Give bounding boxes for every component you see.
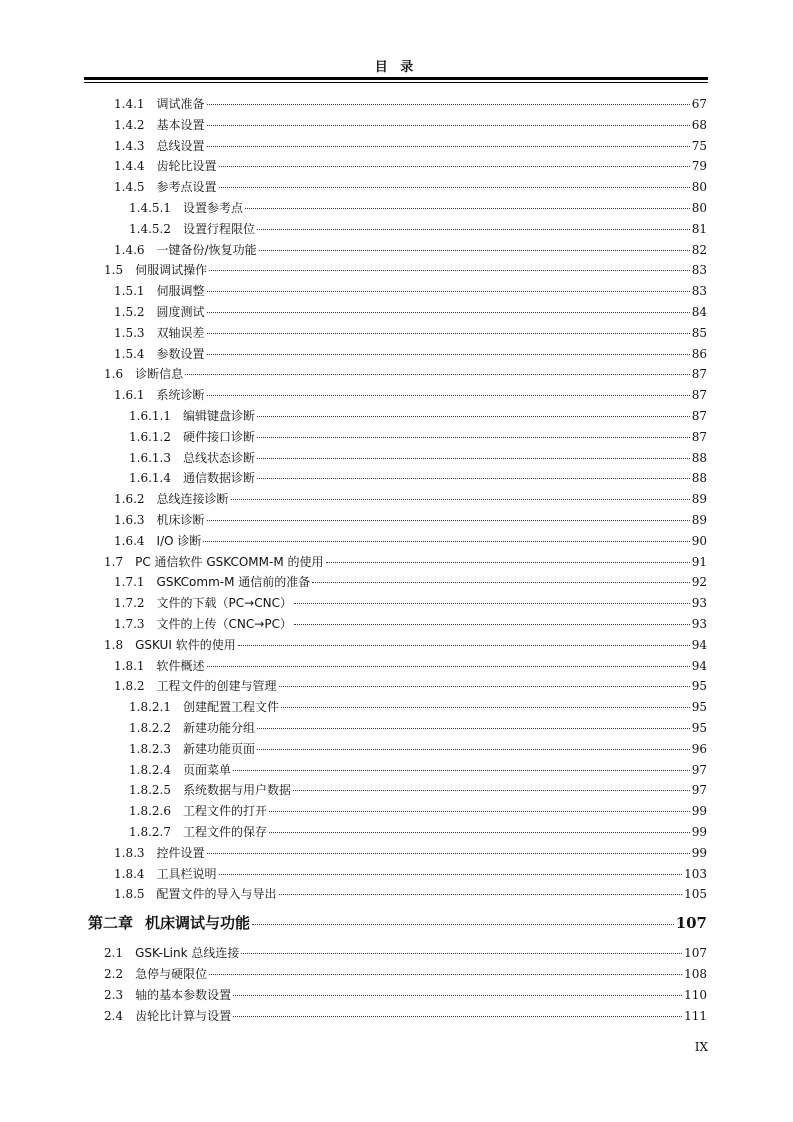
toc-entry-page: 90 — [691, 533, 707, 548]
dot-leader — [281, 706, 690, 708]
toc-entry-page: 99 — [691, 804, 707, 819]
toc-entry-title: 控件设置 — [156, 845, 205, 860]
toc-entry-title: 参数设置 — [156, 346, 205, 361]
toc-entry-page: 94 — [691, 658, 707, 673]
toc-entry-page: 111 — [684, 1008, 707, 1023]
toc-entry[interactable] — [114, 94, 707, 114]
toc-entry-number: 1.5.3 — [114, 325, 145, 340]
toc-entry-title: 页面菜单 — [182, 762, 231, 777]
toc-entry-page: 88 — [691, 450, 707, 465]
toc-entry[interactable] — [129, 406, 707, 426]
toc-entry-title: 总线状态诊断 — [182, 450, 255, 465]
toc-entry-number: 1.8.2.3 — [129, 741, 171, 756]
dot-leader — [293, 789, 690, 791]
toc-entry-title: 硬件接口诊断 — [182, 429, 255, 444]
toc-entry-page: 80 — [691, 180, 707, 195]
toc-entry[interactable] — [104, 985, 707, 1005]
dot-leader — [233, 994, 682, 996]
toc-entry-title: 总线设置 — [156, 138, 205, 153]
toc-entry[interactable] — [114, 281, 707, 301]
toc-entry[interactable] — [129, 198, 707, 218]
toc-entry-title: 系统数据与用户数据 — [182, 783, 291, 798]
toc-entry-title: PC 通信软件 GSKCOMM-M 的使用 — [135, 554, 324, 569]
toc-entry[interactable] — [129, 739, 707, 759]
toc-entry-page: 95 — [691, 679, 707, 694]
toc-entry-title: 通信数据诊断 — [182, 471, 255, 486]
toc-entry[interactable] — [114, 177, 707, 197]
toc-entry-title: 急停与硬限位 — [135, 967, 208, 981]
toc-entry[interactable] — [114, 489, 707, 509]
toc-entry-number: 1.4.6 — [114, 242, 145, 257]
dot-leader — [185, 373, 690, 375]
toc-entry-number: 1.6.1 — [114, 388, 145, 403]
toc-entry[interactable] — [114, 323, 707, 343]
toc-entry-number: 1.8.2.7 — [129, 825, 171, 839]
toc-entry-title: 机床诊断 — [156, 513, 205, 527]
dot-leader — [326, 561, 690, 563]
dot-leader — [219, 873, 683, 875]
toc-entry-page: 68 — [691, 117, 707, 132]
dot-leader — [207, 145, 690, 147]
toc-entry[interactable] — [114, 240, 707, 260]
toc-entry-title: GSK-Link 总线连接 — [135, 946, 240, 961]
toc-entry-page: 91 — [691, 554, 707, 569]
dot-leader — [207, 311, 690, 313]
toc-entry-page: 97 — [691, 762, 707, 777]
toc-entry-number: 1.6.3 — [114, 513, 145, 527]
toc-entry-page: 67 — [691, 97, 707, 111]
toc-entry-title: GSKUI 软件的使用 — [135, 637, 236, 652]
dot-leader — [207, 332, 690, 334]
toc-entry-page: 84 — [691, 305, 707, 319]
toc-entry-title: 基本设置 — [156, 117, 205, 132]
toc-entry-title: 软件概述 — [156, 658, 205, 673]
toc-entry-page: 103 — [684, 866, 707, 881]
toc-entry-title: 工具栏说明 — [156, 866, 217, 881]
dot-leader — [209, 269, 690, 271]
toc-entry[interactable] — [114, 510, 707, 530]
dot-leader — [257, 436, 690, 438]
toc-entry[interactable] — [114, 593, 707, 613]
toc-entry-page: 99 — [691, 825, 707, 839]
toc-entry[interactable] — [129, 219, 707, 239]
toc-entry-number: 1.7.2 — [114, 596, 145, 611]
toc-entry-title: 调试准备 — [156, 97, 205, 111]
toc-entry-page: 80 — [691, 201, 707, 215]
toc-entry[interactable] — [114, 344, 707, 364]
toc-entry-page: 83 — [691, 284, 707, 299]
header-rule-thin — [84, 82, 708, 83]
toc-entry[interactable] — [114, 385, 707, 405]
toc-entry-page: 95 — [691, 721, 707, 735]
toc-entry-page: 105 — [684, 887, 707, 902]
toc-entry-page: 85 — [691, 325, 707, 340]
toc-entry-number: 2.4 — [104, 1008, 124, 1023]
toc-entry[interactable] — [104, 1006, 707, 1026]
dot-leader — [207, 852, 690, 854]
toc-entry-title: 齿轮比设置 — [156, 159, 217, 174]
toc-entry-page: 110 — [684, 987, 707, 1002]
toc-entry-number: 1.8.2.2 — [129, 721, 171, 735]
toc-entry-title: 工程文件的创建与管理 — [156, 679, 277, 694]
dot-leader — [203, 540, 689, 542]
toc-entry-number: 1.8.5 — [114, 887, 145, 902]
toc-entry-number: 2.3 — [104, 987, 124, 1002]
dot-leader — [259, 249, 690, 251]
toc-entry-number: 1.8.2.1 — [129, 700, 171, 715]
toc-entry[interactable] — [104, 364, 707, 384]
dot-leader — [257, 727, 690, 729]
toc-entry-page: 99 — [691, 845, 707, 860]
toc-entry-title: I/O 诊断 — [156, 533, 202, 548]
toc-entry[interactable] — [114, 136, 707, 156]
toc-entry-title: GSKComm-M 通信前的准备 — [156, 575, 311, 590]
toc-entry-page: 87 — [691, 429, 707, 444]
toc-entry-title: 新建功能分组 — [182, 721, 255, 735]
toc-entry-number: 1.5.2 — [114, 305, 145, 319]
toc-entry-number: 1.5 — [104, 263, 124, 278]
toc-entry[interactable] — [114, 302, 707, 322]
toc-entry-number: 1.6 — [104, 367, 124, 382]
toc-entry-number: 1.6.2 — [114, 492, 145, 507]
toc-entry-page: 93 — [691, 617, 707, 631]
toc-entry-page: 87 — [691, 367, 707, 382]
toc-entry-number: 1.4.3 — [114, 138, 145, 153]
toc-entry-title: 工程文件的保存 — [182, 825, 267, 839]
toc-entry-number: 1.6.1.1 — [129, 409, 171, 423]
toc-entry-number: 1.4.5.1 — [129, 201, 171, 215]
toc-entry[interactable] — [104, 635, 707, 655]
toc-entry-page: 95 — [691, 700, 707, 715]
dot-leader — [269, 831, 690, 833]
toc-entry-title: 双轴误差 — [156, 325, 205, 340]
toc-entry[interactable] — [114, 614, 707, 634]
page-number: IX — [694, 1040, 708, 1054]
toc-entry-title: 总线连接诊断 — [156, 492, 229, 507]
toc-entry-page: 89 — [691, 492, 707, 507]
toc-entry-number: 1.8.2.5 — [129, 783, 171, 798]
header-rule-thick — [84, 77, 708, 80]
dot-leader — [207, 103, 690, 105]
dot-leader — [257, 415, 690, 417]
toc-entry-number: 1.8.2.6 — [129, 804, 171, 819]
toc-entry[interactable] — [104, 943, 707, 963]
toc-entry-number: 2.2 — [104, 967, 124, 981]
toc-entry-page: 82 — [691, 242, 707, 257]
dot-leader — [252, 923, 674, 925]
toc-entry-number: 1.6.1.4 — [129, 471, 171, 486]
dot-leader — [219, 165, 690, 167]
dot-leader — [312, 581, 689, 583]
toc-entry-title: 齿轮比计算与设置 — [135, 1008, 232, 1023]
toc-entry[interactable] — [129, 718, 707, 738]
dot-leader — [207, 665, 690, 667]
toc-entry-number: 1.7 — [104, 554, 124, 569]
toc-entry-page: 107 — [675, 914, 707, 933]
toc-entry-title: 配置文件的导入与导出 — [156, 887, 277, 902]
dot-leader — [207, 353, 690, 355]
toc-entry-page: 97 — [691, 783, 707, 798]
toc-entry-title: 伺服调试操作 — [135, 263, 208, 278]
toc-entry[interactable] — [114, 884, 707, 904]
toc-entry-page: 96 — [691, 741, 707, 756]
dot-leader — [207, 519, 690, 521]
toc-entry-page: 87 — [691, 409, 707, 423]
toc-entry-number: 1.8.3 — [114, 845, 145, 860]
toc-entry-title: 机床调试与功能 — [145, 914, 251, 933]
toc-entry[interactable] — [129, 448, 707, 468]
toc-entry-title: 系统诊断 — [156, 388, 205, 403]
dot-leader — [238, 644, 690, 646]
dot-leader — [245, 207, 690, 209]
toc-entry-title: 圆度测试 — [156, 305, 205, 319]
toc-entry-number: 1.6.4 — [114, 533, 145, 548]
toc-entry-page: 108 — [684, 967, 707, 981]
toc-entry[interactable] — [114, 115, 707, 135]
toc-entry-page: 81 — [691, 221, 707, 236]
dot-leader — [257, 457, 690, 459]
toc-entry-page: 88 — [691, 471, 707, 486]
dot-leader — [233, 769, 690, 771]
page-header-title: 目 录 — [374, 60, 418, 75]
toc-entry[interactable] — [129, 427, 707, 447]
toc-entry-number: 1.8.2 — [114, 679, 145, 694]
dot-leader — [294, 602, 690, 604]
toc-entry-number: 1.4.1 — [114, 97, 145, 111]
toc-entry[interactable] — [114, 656, 707, 676]
toc-entry[interactable] — [114, 843, 707, 863]
dot-leader — [257, 748, 690, 750]
toc-entry-number: 1.8 — [104, 637, 124, 652]
toc-entry-number: 2.1 — [104, 946, 124, 961]
toc-chapter-entry[interactable] — [88, 911, 707, 935]
dot-leader — [207, 290, 690, 292]
dot-leader — [207, 124, 690, 126]
toc-entry-number: 1.5.1 — [114, 284, 145, 299]
dot-leader — [209, 973, 682, 975]
toc-entry[interactable] — [114, 864, 707, 884]
toc-entry-title: 一键备份/恢复功能 — [156, 242, 257, 257]
toc-entry-page: 89 — [691, 513, 707, 527]
toc-entry[interactable] — [114, 156, 707, 176]
dot-leader — [207, 394, 690, 396]
toc-entry[interactable] — [104, 260, 707, 280]
dot-leader — [231, 498, 690, 500]
toc-entry[interactable] — [104, 964, 707, 984]
dot-leader — [257, 477, 690, 479]
toc-entry[interactable] — [129, 780, 707, 800]
toc-entry-title: 参考点设置 — [156, 180, 217, 195]
toc-entry[interactable] — [129, 822, 707, 842]
toc-entry-title: 诊断信息 — [135, 367, 184, 382]
dot-leader — [279, 893, 683, 895]
dot-leader — [241, 952, 682, 954]
toc-entry-page: 83 — [691, 263, 707, 278]
toc-entry-page: 87 — [691, 388, 707, 403]
toc-entry-page: 94 — [691, 637, 707, 652]
toc-entry[interactable] — [114, 676, 707, 696]
toc-entry[interactable] — [129, 697, 707, 717]
toc-entry-page: 75 — [691, 138, 707, 153]
dot-leader — [294, 623, 690, 625]
toc-entry-number: 第二章 — [88, 914, 134, 933]
toc-entry-title: 伺服调整 — [156, 284, 205, 299]
toc-entry-number: 1.4.5 — [114, 180, 145, 195]
toc-entry-number: 1.6.1.2 — [129, 429, 171, 444]
toc-entry-page: 79 — [691, 159, 707, 174]
toc-entry-number: 1.4.2 — [114, 117, 145, 132]
toc-entry[interactable] — [129, 468, 707, 488]
toc-entry-title: 工程文件的打开 — [182, 804, 267, 819]
dot-leader — [219, 186, 690, 188]
toc-entry-title: 编辑键盘诊断 — [182, 409, 255, 423]
toc-entry-number: 1.4.4 — [114, 159, 145, 174]
toc-entry[interactable] — [104, 552, 707, 572]
toc-entry-title: 设置行程限位 — [182, 221, 255, 236]
toc-entry-number: 1.4.5.2 — [129, 221, 171, 236]
toc-entry-title: 创建配置工程文件 — [182, 700, 279, 715]
toc-entry-number: 1.8.2.4 — [129, 762, 171, 777]
dot-leader — [233, 1015, 682, 1017]
toc-entry-title: 文件的上传（CNC→PC） — [156, 617, 292, 631]
toc-entry-number: 1.8.1 — [114, 658, 145, 673]
toc-entry-number: 1.7.3 — [114, 617, 145, 631]
toc-entry-number: 1.7.1 — [114, 575, 145, 590]
dot-leader — [257, 228, 690, 230]
toc-entry[interactable] — [129, 801, 707, 821]
toc-entry[interactable] — [129, 760, 707, 780]
toc-entry-page: 93 — [691, 596, 707, 611]
dot-leader — [279, 685, 690, 687]
toc-entry-title: 新建功能页面 — [182, 741, 255, 756]
toc-entry-number: 1.5.4 — [114, 346, 145, 361]
toc-entry-page: 92 — [691, 575, 707, 590]
toc-entry-title: 文件的下载（PC→CNC） — [156, 596, 292, 611]
toc-entry-number: 1.8.4 — [114, 866, 145, 881]
toc-entry-title: 轴的基本参数设置 — [135, 987, 232, 1002]
toc-entry[interactable] — [114, 531, 707, 551]
toc-entry-number: 1.6.1.3 — [129, 450, 171, 465]
toc-entry-page: 107 — [684, 946, 707, 961]
toc-entry-page: 86 — [691, 346, 707, 361]
toc-entry[interactable] — [114, 572, 707, 592]
toc-entry-title: 设置参考点 — [182, 201, 243, 215]
dot-leader — [269, 810, 690, 812]
